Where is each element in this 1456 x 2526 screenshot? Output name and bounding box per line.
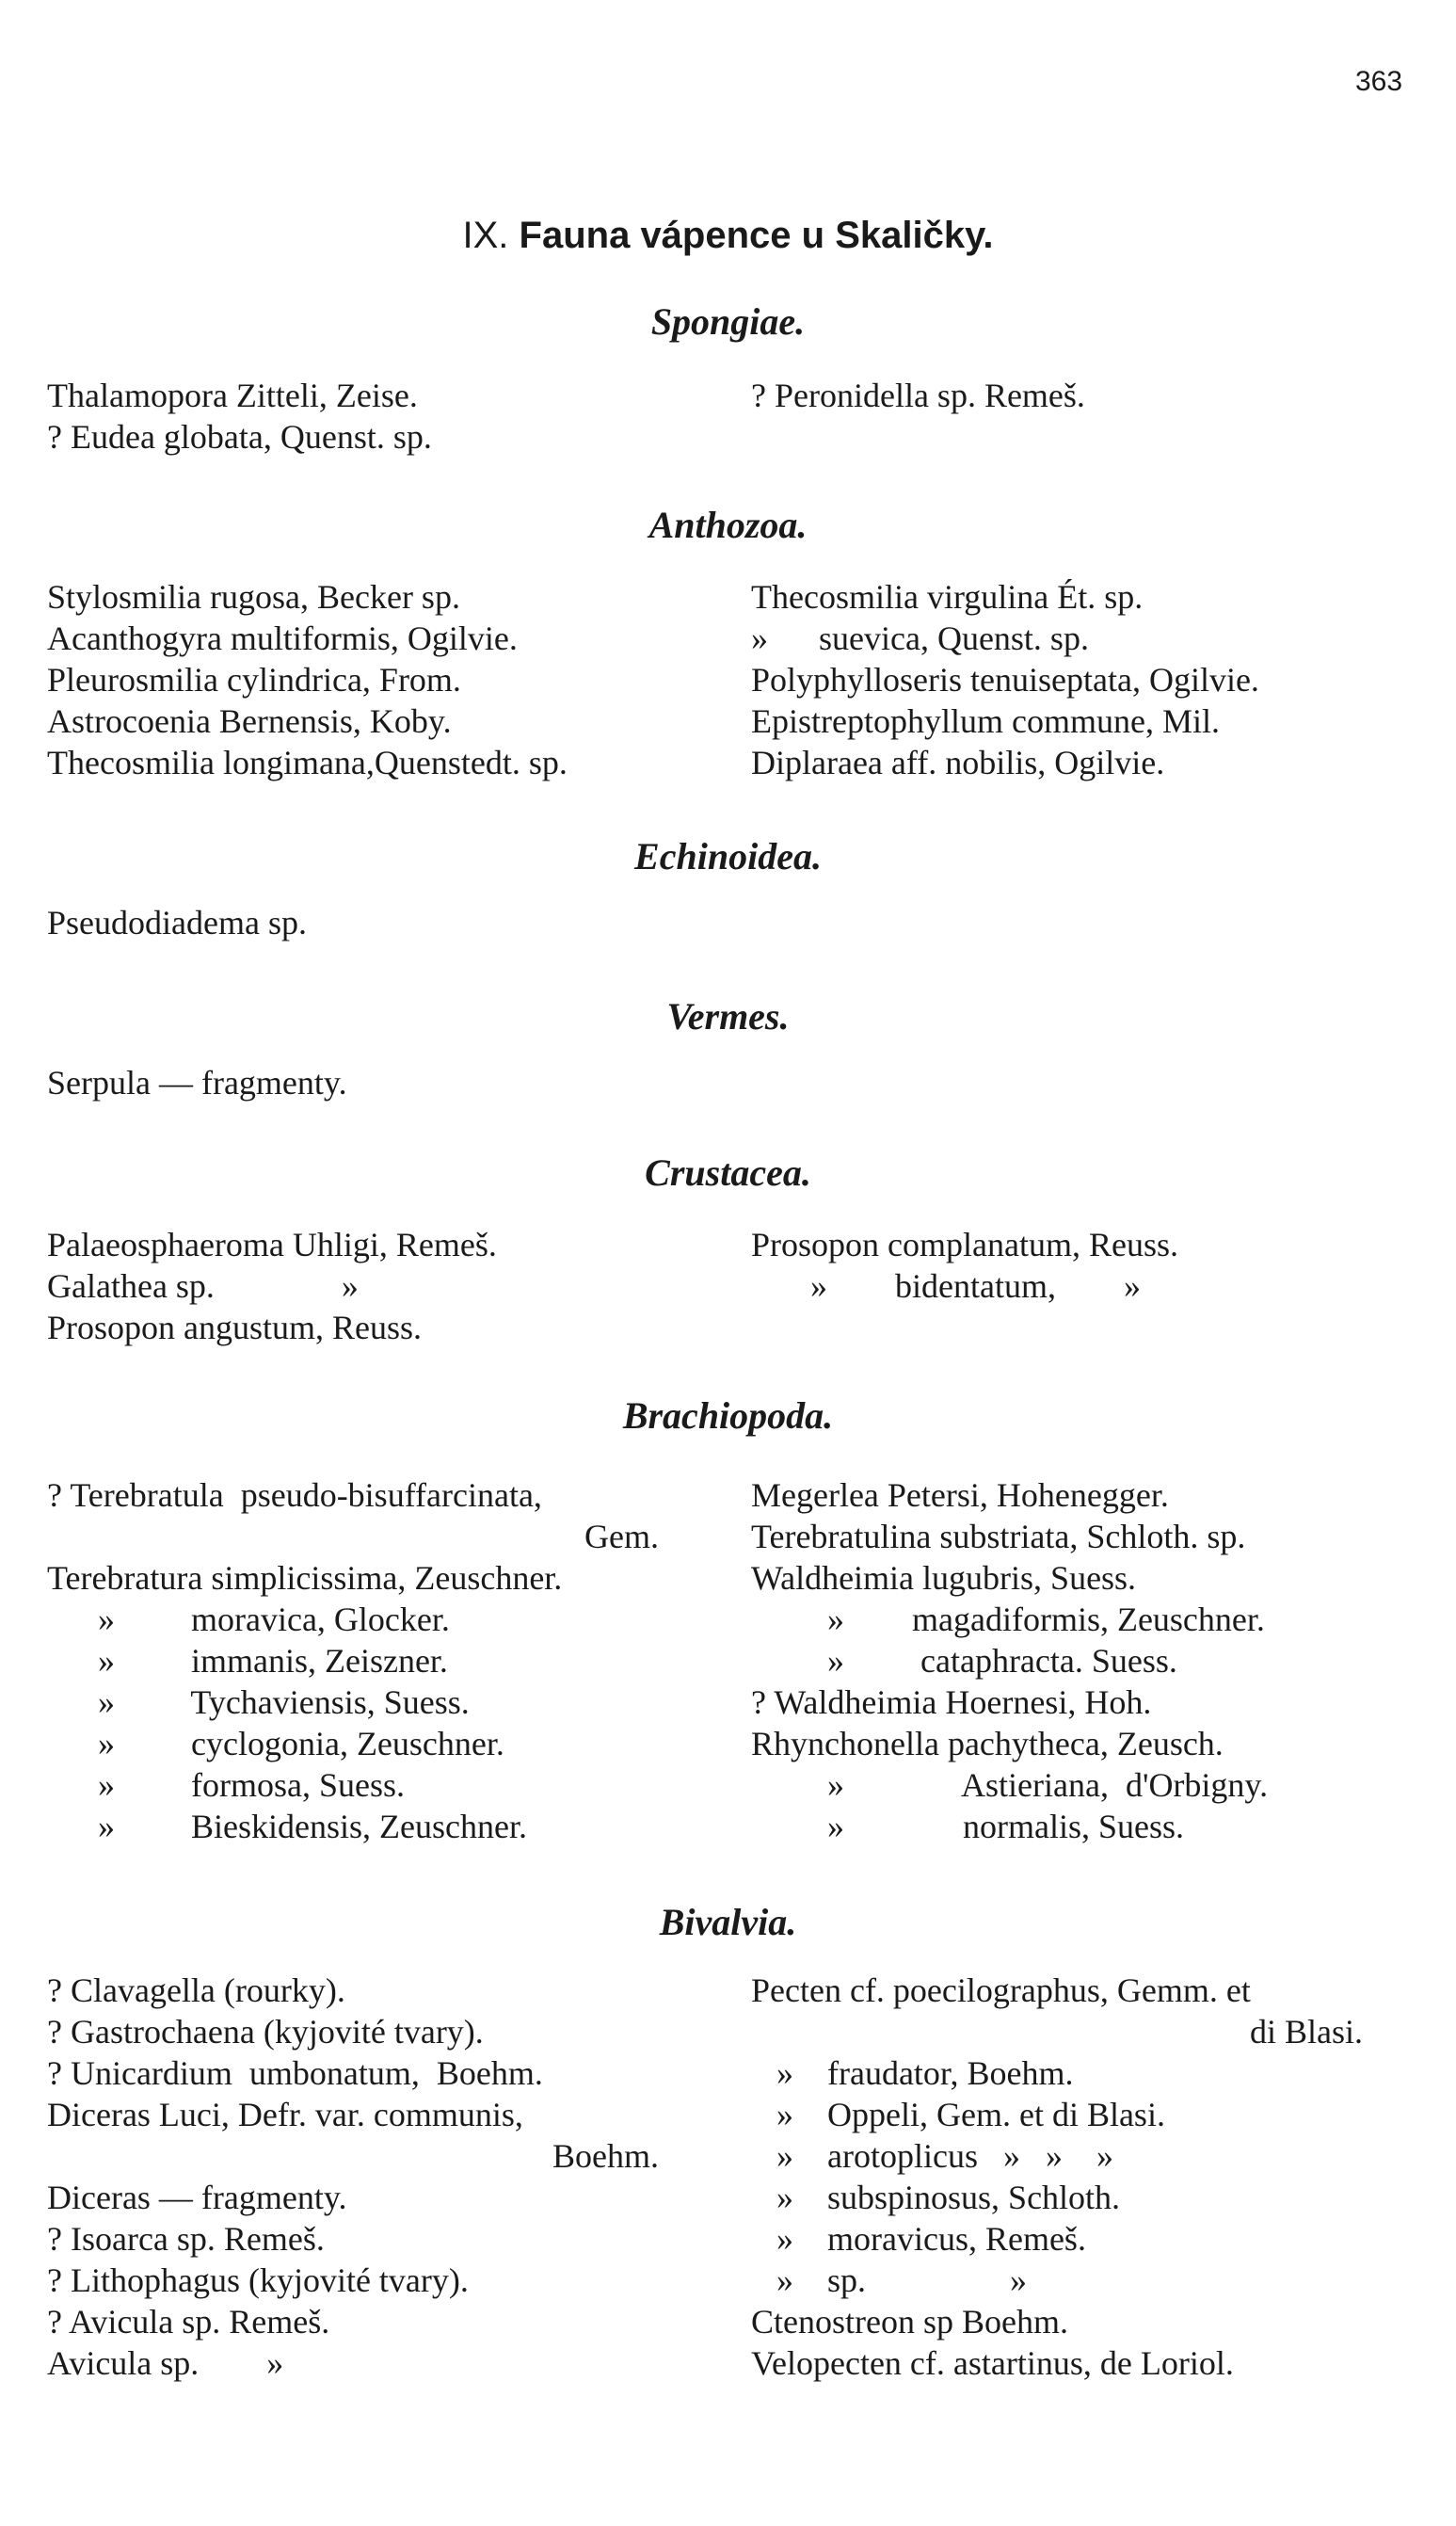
- brachiopoda-right: [751, 1474, 1429, 1847]
- list-item: Velopecten cf. astartinus, de Loriol.: [751, 2344, 1234, 2382]
- list-item: ? Eudea globata, Quenst. sp.: [47, 418, 432, 456]
- list-item: di Blasi.: [1249, 2013, 1363, 2051]
- list-item: » normalis, Suess.: [751, 1808, 1185, 1845]
- list-item: » magadiformis, Zeuschner.: [751, 1601, 1265, 1638]
- list-item: Gem.: [584, 1518, 659, 1555]
- page-number: 363: [1355, 66, 1403, 97]
- list-item: » formosa, Suess.: [47, 1766, 405, 1804]
- brachiopoda-left: [47, 1474, 706, 1847]
- list-item: Pleurosmilia cylindrica, From.: [47, 661, 461, 699]
- list-item: Astrocoenia Bernensis, Koby.: [47, 702, 452, 740]
- list-item: ? Avicula sp. Remeš.: [47, 2303, 330, 2341]
- list-item: ? Peronidella sp. Remeš.: [751, 377, 1085, 414]
- list-item: Ctenostreon sp Boehm.: [751, 2303, 1068, 2341]
- list-item: Galathea sp. »: [47, 1267, 359, 1305]
- list-item: Waldheimia lugubris, Suess.: [751, 1559, 1137, 1597]
- list-item: » fraudator, Boehm.: [751, 2054, 1074, 2092]
- list-item: ? Lithophagus (kyjovité tvary).: [47, 2261, 469, 2299]
- list-item: Boehm.: [552, 2137, 659, 2175]
- list-item: Diceras — fragmenty.: [47, 2179, 347, 2216]
- heading-bivalvia: Bivalvia.: [659, 1901, 797, 1943]
- crustacea-left: [47, 1224, 706, 1348]
- list-item: Thalamopora Zitteli, Zeise.: [47, 377, 418, 414]
- list-item: » suevica, Quenst. sp.: [751, 619, 1089, 657]
- list-item: ? Waldheimia Hoernesi, Hoh.: [751, 1683, 1152, 1721]
- list-item: » Oppeli, Gem. et di Blasi.: [751, 2096, 1165, 2133]
- list-item: Rhynchonella pachytheca, Zeusch.: [751, 1725, 1224, 1762]
- list-item: Pseudodiadema sp.: [47, 904, 307, 941]
- anthozoa-left: [47, 576, 706, 783]
- list-item: » Tychaviensis, Suess.: [47, 1683, 470, 1721]
- list-item: » subspinosus, Schloth.: [751, 2179, 1121, 2216]
- list-item: » bidentatum, »: [751, 1267, 1141, 1305]
- list-item: » Astieriana, d'Orbigny.: [751, 1766, 1269, 1804]
- list-item: » arotoplicus » » »: [751, 2137, 1113, 2175]
- list-item: Palaeosphaeroma Uhligi, Remeš.: [47, 1226, 497, 1263]
- anthozoa-right: [751, 576, 1429, 783]
- bivalvia-right: [751, 1970, 1429, 2384]
- list-item: » moravica, Glocker.: [47, 1601, 450, 1638]
- list-item: Diceras Luci, Defr. var. communis,: [47, 2096, 523, 2133]
- list-item: » cataphracta. Suess.: [751, 1642, 1177, 1680]
- spongiae-right: [751, 375, 1429, 416]
- list-item: ? Gastrochaena (kyjovité tvary).: [47, 2013, 484, 2051]
- list-item: » immanis, Zeiszner.: [47, 1642, 448, 1680]
- heading-anthozoa: Anthozoa.: [648, 504, 808, 546]
- page-title: [0, 215, 1456, 257]
- title-roman: IX.: [462, 215, 509, 256]
- list-item: Avicula sp. »: [47, 2344, 284, 2382]
- list-item: Terebratulina substriata, Schloth. sp.: [751, 1518, 1246, 1555]
- list-item: Thecosmilia longimana,Quenstedt. sp.: [47, 744, 568, 781]
- list-item: ? Isoarca sp. Remeš.: [47, 2220, 325, 2258]
- vermes-left: [47, 1062, 706, 1103]
- bivalvia-left: [47, 1970, 706, 2384]
- list-item: » moravicus, Remeš.: [751, 2220, 1086, 2258]
- heading-spongiae: Spongiae.: [650, 300, 806, 343]
- list-item: » sp. »: [751, 2261, 1028, 2299]
- list-item: » Bieskidensis, Zeuschner.: [47, 1808, 527, 1845]
- list-item: ? Clavagella (rourky).: [47, 1971, 345, 2009]
- title-text: Fauna vápence u Skaličky.: [519, 215, 994, 256]
- heading-crustacea: Crustacea.: [645, 1151, 811, 1194]
- list-item: Thecosmilia virgulina Ét. sp.: [751, 578, 1144, 616]
- list-item: Stylosmilia rugosa, Becker sp.: [47, 578, 460, 616]
- list-item: ? Terebratula pseudo-bisuffarcinata,: [47, 1476, 542, 1514]
- list-item: Polyphylloseris tenuiseptata, Ogilvie.: [751, 661, 1259, 699]
- list-item: Serpula — fragmenty.: [47, 1064, 347, 1102]
- heading-echinoidea: Echinoidea.: [634, 835, 822, 877]
- list-item: Pecten cf. poecilographus, Gemm. et: [751, 1971, 1251, 2009]
- list-item: Megerlea Petersi, Hohenegger.: [751, 1476, 1169, 1514]
- heading-vermes: Vermes.: [666, 995, 790, 1038]
- list-item: Epistreptophyllum commune, Mil.: [751, 702, 1220, 740]
- echinoidea-left: [47, 902, 706, 943]
- list-item: Terebratura simplicissima, Zeuschner.: [47, 1559, 563, 1597]
- list-item: Prosopon angustum, Reuss.: [47, 1309, 423, 1346]
- heading-brachiopoda: Brachiopoda.: [622, 1394, 834, 1437]
- spongiae-left: [47, 375, 706, 458]
- list-item: ? Unicardium umbonatum, Boehm.: [47, 2054, 543, 2092]
- list-item: Diplaraea aff. nobilis, Ogilvie.: [751, 744, 1165, 781]
- list-item: Acanthogyra multiformis, Ogilvie.: [47, 619, 518, 657]
- crustacea-right: [751, 1224, 1429, 1307]
- list-item: Prosopon complanatum, Reuss.: [751, 1226, 1178, 1263]
- list-item: » cyclogonia, Zeuschner.: [47, 1725, 504, 1762]
